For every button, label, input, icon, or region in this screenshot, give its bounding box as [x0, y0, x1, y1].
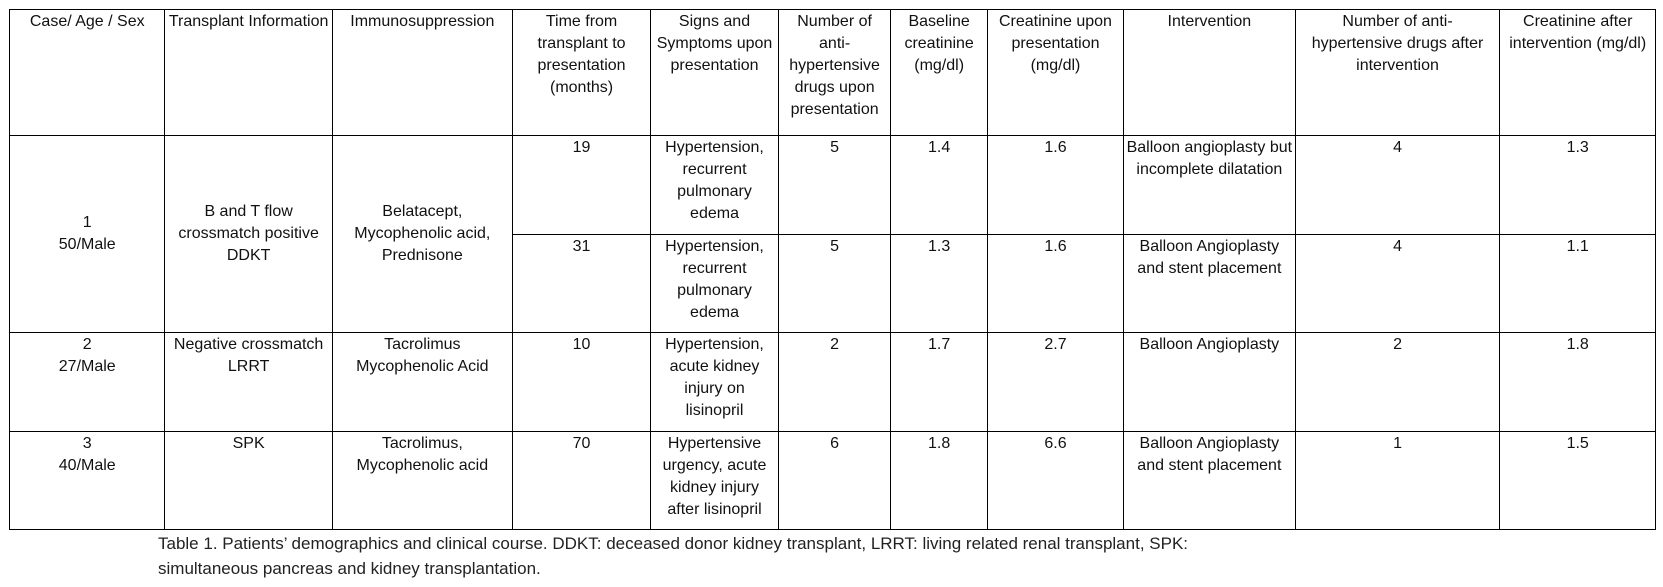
- drugs-before-cell: 6: [778, 431, 891, 530]
- baseline-creatinine-cell: 1.7: [891, 333, 988, 432]
- time-cell: 19: [512, 136, 650, 235]
- case-cell: [10, 431, 165, 530]
- transplant-info-cell: B and T flow crossmatch positive DDKT: [165, 136, 332, 333]
- drugs-after-cell: 1: [1295, 431, 1500, 530]
- header-immunosuppression: Immunosuppression: [332, 10, 512, 136]
- intervention-cell: Balloon Angioplasty: [1124, 333, 1296, 432]
- time-cell: 10: [512, 333, 650, 432]
- intervention-cell: Balloon angioplasty but incomplete dilatation: [1124, 136, 1296, 235]
- transplant-info-cell: Negative crossmatch LRRT: [165, 333, 332, 432]
- baseline-creatinine-cell: 1.8: [891, 431, 988, 530]
- caption-line: simultaneous pancreas and kidney transplantation.: [158, 559, 541, 578]
- creatinine-after-cell: 1.8: [1500, 333, 1656, 432]
- signs-cell: Hypertensive urgency, acute kidney injury after lisinopril: [651, 431, 779, 530]
- header-signs-symptoms: Signs and Symptoms upon presentation: [651, 10, 779, 136]
- header-case-age-sex: Case/ Age / Sex: [10, 10, 165, 136]
- baseline-creatinine-cell: 1.4: [891, 136, 988, 235]
- case-number: 1: [82, 214, 92, 231]
- header-creatinine-upon-presentation: Creatinine upon presentation (mg/dl): [987, 10, 1123, 136]
- immunosuppression-cell: Belatacept, Mycophenolic acid, Prednisone: [332, 136, 512, 333]
- table-row: [10, 431, 1656, 530]
- age-sex: 27/Male: [58, 358, 116, 375]
- case-number: 3: [82, 434, 92, 452]
- case-cell: [10, 136, 165, 333]
- header-intervention: Intervention: [1124, 10, 1296, 136]
- creatinine-presentation-cell: 6.6: [987, 431, 1123, 530]
- age-sex: 50/Male: [58, 236, 116, 253]
- creatinine-after-cell: 1.5: [1500, 431, 1656, 530]
- header-drugs-after-intervention: Number of anti-hypertensive drugs after intervention: [1295, 10, 1500, 136]
- drugs-after-cell: 2: [1295, 333, 1500, 432]
- drugs-before-cell: 5: [778, 136, 891, 235]
- creatinine-presentation-cell: 1.6: [987, 234, 1123, 333]
- case-number: 2: [82, 336, 92, 353]
- time-cell: 31: [512, 234, 650, 333]
- creatinine-after-cell: 1.3: [1500, 136, 1656, 235]
- intervention-cell: Balloon Angioplasty and stent placement: [1124, 431, 1296, 530]
- drugs-after-cell: 4: [1295, 234, 1500, 333]
- signs-cell: Hypertension, recurrent pulmonary edema: [651, 234, 779, 333]
- baseline-creatinine-cell: 1.3: [891, 234, 988, 333]
- header-transplant-information: Transplant Information: [165, 10, 332, 136]
- age-sex: 40/Male: [58, 456, 116, 474]
- transplant-info-cell: SPK: [165, 431, 332, 530]
- patients-table: [9, 9, 1656, 530]
- table-row: [10, 136, 1656, 235]
- header-drugs-upon-presentation: Number of anti-hypertensive drugs upon presentation: [778, 10, 891, 136]
- drugs-before-cell: 5: [778, 234, 891, 333]
- time-cell: 70: [512, 431, 650, 530]
- immunosuppression-cell: Tacrolimus Mycophenolic Acid: [332, 333, 512, 432]
- creatinine-presentation-cell: 2.7: [987, 333, 1123, 432]
- immunosuppression-cell: Tacrolimus, Mycophenolic acid: [332, 431, 512, 530]
- intervention-cell: Balloon Angioplasty and stent placement: [1124, 234, 1296, 333]
- table-row: [10, 333, 1656, 432]
- signs-cell: Hypertension, recurrent pulmonary edema: [651, 136, 779, 235]
- header-row: [10, 10, 1656, 136]
- creatinine-presentation-cell: 1.6: [987, 136, 1123, 235]
- drugs-before-cell: 2: [778, 333, 891, 432]
- header-baseline-creatinine: Baseline creatinine (mg/dl): [891, 10, 988, 136]
- caption-line: Table 1. Patients’ demographics and clinical course. DDKT: deceased donor kidney transplant, LRRT: living related renal transplant, SPK:: [158, 534, 1189, 553]
- table-caption: [158, 531, 1498, 581]
- header-creatinine-after-intervention: Creatinine after intervention (mg/dl): [1500, 10, 1656, 136]
- signs-cell: Hypertension, acute kidney injury on lisinopril: [651, 333, 779, 432]
- case-cell: [10, 333, 165, 432]
- creatinine-after-cell: 1.1: [1500, 234, 1656, 333]
- drugs-after-cell: 4: [1295, 136, 1500, 235]
- header-time-to-presentation: Time from transplant to presentation (months): [512, 10, 650, 136]
